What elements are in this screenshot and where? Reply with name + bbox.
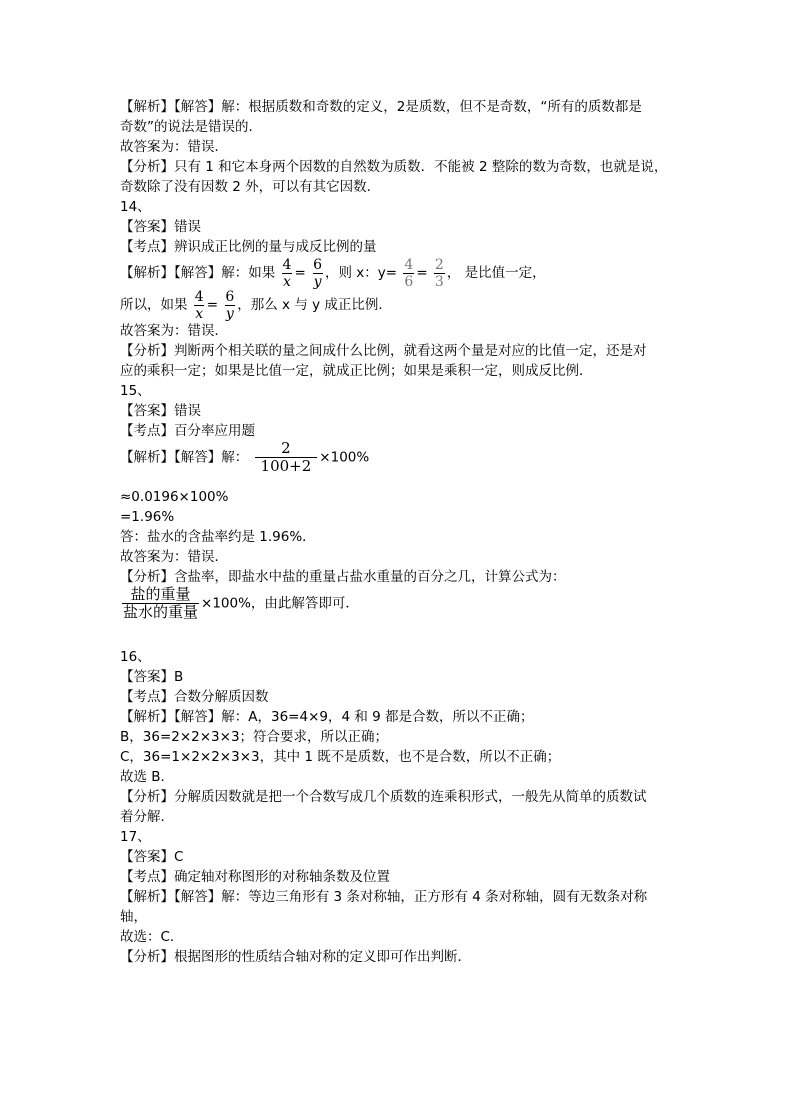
knowledge-point: 【考点】百分率应用题: [120, 423, 255, 439]
question-number: 14、: [120, 199, 151, 215]
fraction-6-over-y: $\frac{6}{y}$: [313, 256, 322, 290]
text-line: 故答案为：错误．: [120, 139, 228, 155]
text-line: 【分析】判断两个相关联的量之间成什么比例，就看这两个量是对应的比值一定，还是对: [120, 343, 647, 359]
question-number: 17、: [120, 829, 151, 845]
text-line: 应的乘积一定；如果是比值一定，就成正比例；如果是乘积一定，则成反比例．: [120, 363, 593, 379]
text-line: 故选：C．: [120, 929, 184, 945]
fraction-2-over-3: $\frac{2}{3}$: [434, 256, 444, 290]
text-line: 【解析】【解答】解：A，36=4×9，4 和 9 都是合数，所以不正确；: [120, 709, 534, 725]
text-line: 【解析】【解答】解：根据质数和奇数的定义，2是质数，但不是奇数，“所有的质数都是: [120, 99, 642, 115]
text-line: C，36=1×2×2×3×3，其中 1 既不是质数，也不是合数，所以不正确；: [120, 749, 561, 765]
text-line: 【分析】含盐率，即盐水中盐的重量占盐水重量的百分之几，计算公式为：: [120, 569, 566, 585]
solution-line: 【解析】【解答】解：如果 $\frac{4}{x}$ = $\frac{6}{y}$ ，则 x：y= $\frac{4}{6}$ = $\frac{2}{3}$ ， 是比值一定，: [120, 256, 546, 290]
text-line: B，36=2×2×3×3；符合要求，所以正确；: [120, 729, 389, 745]
answer-line: 【答案】C: [120, 849, 184, 865]
solution-line: 【解析】【解答】解： $\frac{2}{100+2}$ ×100%: [120, 439, 370, 475]
text-line: 【解析】【解答】解：等边三角形有 3 条对称轴，正方形有 4 条对称轴，圆有无数条对称: [120, 889, 648, 905]
knowledge-point: 【考点】辨识成正比例的量与成反比例的量: [120, 239, 377, 255]
text-line: 奇数除了没有因数 2 外，可以有其它因数．: [120, 179, 381, 195]
text-line: 【分析】分解质因数就是把一个合数写成几个质数的连乘积形式，一般先从简单的质数试: [120, 789, 647, 805]
answer-line: 【答案】B: [120, 669, 184, 685]
fraction-2-over-102: $\frac{2}{100+2}$: [255, 441, 318, 474]
answer-line: 【答案】错误: [120, 219, 201, 235]
solution-line: 所以，如果 $\frac{4}{x}$ = $\frac{6}{y}$ ，那么 x 与 y 成正比例．: [120, 288, 392, 322]
knowledge-point: 【考点】合数分解质因数: [120, 689, 269, 705]
text-line: 着分解．: [120, 809, 174, 825]
question-number: 15、: [120, 383, 151, 399]
answer-line: 【答案】错误: [120, 403, 201, 419]
answer-document: [120, 97, 680, 967]
text-line: 故选 B．: [120, 769, 175, 785]
text-line: 轴，: [120, 909, 147, 925]
formula-line: $\frac{\text{盐的重量}}{\text{盐水的重量}}$ ×100%，由此解答即可．: [123, 585, 359, 621]
knowledge-point: 【考点】确定轴对称图形的对称轴条数及位置: [120, 869, 390, 885]
text-line: ≈0.0196×100%: [120, 489, 229, 505]
text-line: 答：盐水的含盐率约是 1.96%．: [120, 529, 316, 545]
salt-rate-fraction: $\frac{\text{盐的重量}}{\text{盐水的重量}}$: [123, 585, 199, 621]
question-number: 16、: [120, 649, 151, 665]
fraction-4-over-6: $\frac{4}{6}$: [404, 256, 414, 290]
fraction-6-over-y: $\frac{6}{y}$: [225, 288, 235, 322]
fraction-4-over-x: $\frac{4}{x}$: [194, 288, 204, 322]
text-line: 故答案为：错误．: [120, 549, 228, 565]
text-line: 奇数”的说法是错误的．: [120, 119, 262, 135]
text-line: 【分析】只有 1 和它本身两个因数的自然数为质数．不能被 2 整除的数为奇数，也就是说，: [120, 159, 668, 175]
text-line: =1.96%: [120, 509, 175, 525]
fraction-4-over-x: $\frac{4}{x}$: [282, 256, 292, 290]
text-line: 故答案为：错误．: [120, 323, 228, 339]
text-line: 【分析】根据图形的性质结合轴对称的定义即可作出判断．: [120, 949, 471, 965]
